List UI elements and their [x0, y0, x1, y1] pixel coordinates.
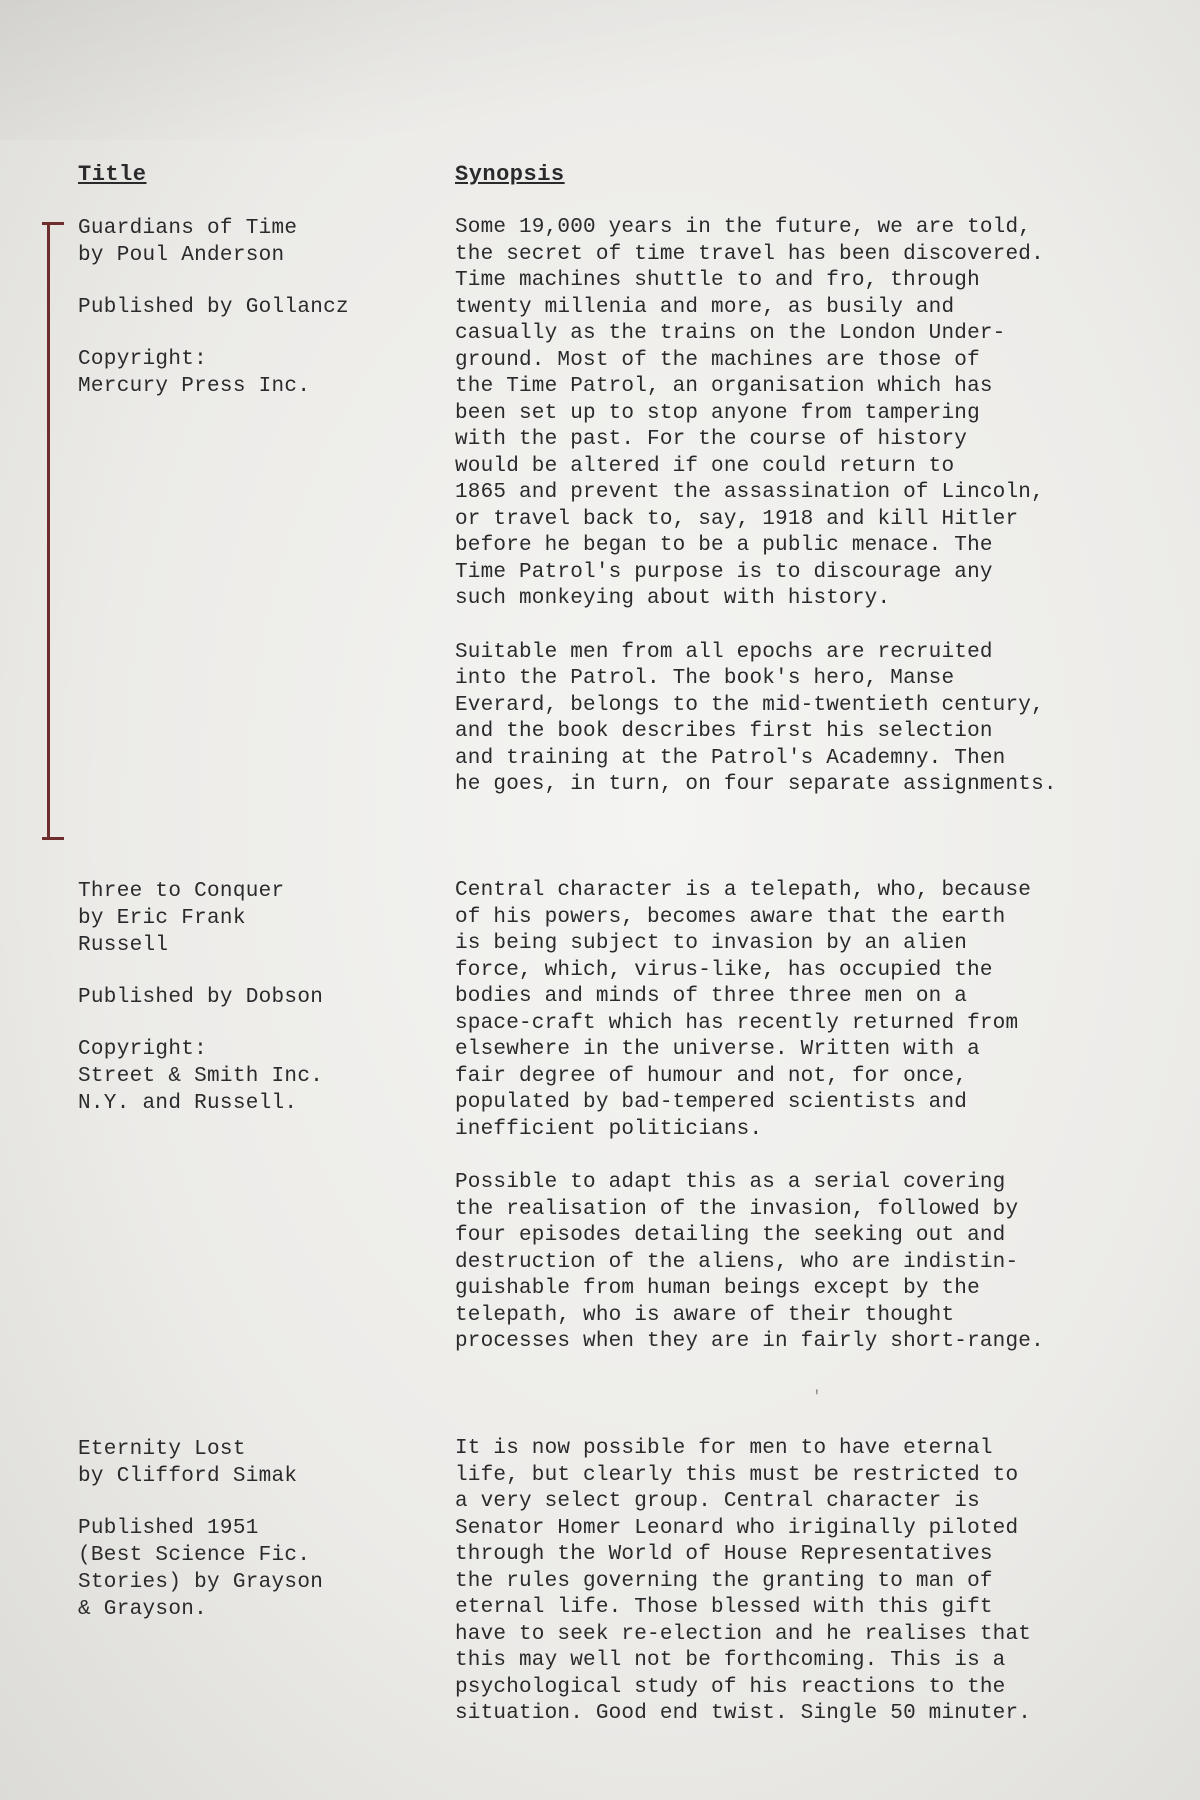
entry-synopsis	[455, 878, 1195, 1383]
margin-bracket-mark	[42, 222, 64, 840]
book-title: Three to Conquer by Eric Frank Russell	[78, 880, 285, 957]
publisher: Published by Dobson	[78, 986, 324, 1009]
publisher: Published 1951 (Best Science Fic. Stories) by Grayson & Grayson.	[78, 1517, 324, 1621]
book-title: Guardians of Time by Poul Anderson	[78, 217, 298, 267]
entry-meta	[78, 878, 428, 1142]
synopsis-paragraph: Some 19,000 years in the future, we are told, the secret of time travel has been discovered. Time machines shuttle to and fro, through twenty millenia and more, as busily and casually as the trains on the London Under- ground. Most of the machines are those of the Time Patrol, an organisation which has been set up to stop anyone from tampering with the past. For the course of history would be altered if one could return to 1865 and prevent the assassination of Lincoln, or travel back to, say, 1918 and kill Hitler before he began to be a public menace. The Time Patrol's purpose is to discourage any such monkeying about with history.	[455, 216, 1044, 610]
book-title: Eternity Lost by Clifford Simak	[78, 1438, 298, 1488]
synopsis-paragraph: Suitable men from all epochs are recruited into the Patrol. The book's hero, Manse Everard, belongs to the mid-twentieth century, and the book describes first his selection and training at the Patrol's Academny. Then he goes, in turn, on four separate assignments.	[455, 640, 1057, 796]
copyright: Copyright: Street & Smith Inc. N.Y. and Russell.	[78, 1038, 324, 1115]
publisher: Published by Gollancz	[78, 296, 349, 319]
synopsis-paragraph: Central character is a telepath, who, because of his powers, becomes aware that the earth is being subject to invasion by an alien force, which, virus-like, has occupied the bodies and minds of three three men on a space-craft which has recently returned from elsewhere in the universe. Written with a fair degree of humour and not, for once, populated by bad-tempered scientists and inefficient politicians.	[455, 879, 1032, 1141]
title-column-header: Title	[78, 162, 147, 187]
synopsis-paragraph: It is now possible for men to have eternal life, but clearly this must be restricted to a very select group. Central character is Senator Homer Leonard who iriginally piloted through the World of House Representatives the rules governing the granting to man of eternal life. Those blessed with this gift have to seek re-election and he realises that this may well not be forthcoming. This is a psychological study of his reactions to the situation. Good end twist. Single 50 minuter.	[455, 1437, 1032, 1725]
entry-synopsis	[455, 1436, 1195, 1755]
stray-typewriter-mark: '	[812, 1388, 822, 1406]
copyright: Copyright: Mercury Press Inc.	[78, 348, 311, 398]
paper-crease	[0, 0, 1200, 140]
synopsis-paragraph: Possible to adapt this as a serial covering the realisation of the invasion, followed by four episodes detailing the seeking out and destruction of the aliens, who are indistin- guishable from human beings except by the telepath, who is aware of their thought processes when they are in fairly short-range.	[455, 1171, 1044, 1353]
entry-synopsis	[455, 215, 1195, 826]
entry-meta	[78, 1436, 428, 1648]
entry-meta	[78, 215, 428, 425]
synopsis-column-header: Synopsis	[455, 162, 565, 187]
